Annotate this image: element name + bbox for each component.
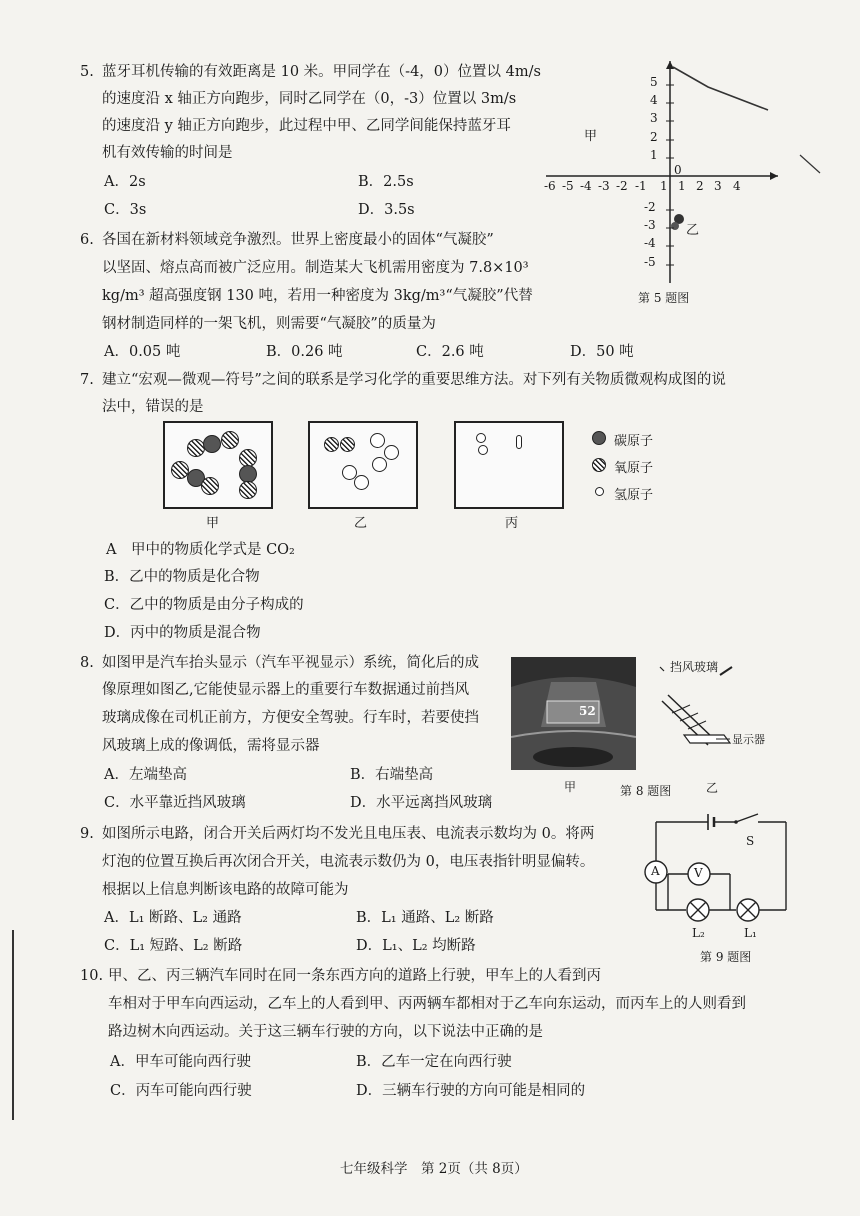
q5-text-line3: 的速度沿 y 轴正方向跑步，此过程中甲、乙同学间能保持蓝牙耳 (102, 118, 511, 134)
q8-fig-caption: 第 8 题图 (620, 784, 672, 798)
hud-speed-readout: 52 (579, 704, 596, 718)
box-jia (163, 421, 273, 509)
q6-number: 6. (80, 232, 94, 248)
q6-text-line4: 钢材制造同样的一架飞机，则需要“气凝胶”的质量为 (102, 316, 436, 332)
q10-number: 10. (80, 968, 104, 984)
q8-option-d[interactable]: D．水平远离挡风玻璃 (350, 795, 493, 811)
q5-figure (540, 55, 830, 305)
q5-text-line2: 的速度沿 x 轴正方向跑步，同时乙同学在（0，-3）位置以 3m/s (102, 91, 517, 107)
box-yi (308, 421, 418, 509)
label-jia: 甲 (584, 129, 598, 144)
q6-option-d[interactable]: D．50 吨 (570, 344, 634, 360)
box-yi-label: 乙 (354, 516, 368, 531)
q10-text-line1: 甲、乙、丙三辆汽车同时在同一条东西方向的道路上行驶，甲车上的人看到丙 (108, 968, 601, 984)
oxygen-legend-icon (592, 458, 606, 472)
q7-option-b[interactable]: B．乙中的物质是化合物 (104, 569, 260, 585)
q7-text-line2: 法中，错误的是 (102, 399, 204, 415)
q6-option-b[interactable]: B．0.26 吨 (266, 344, 343, 360)
label-yi: 乙 (686, 223, 700, 238)
q9-option-b[interactable]: B．L₁ 通路、L₂ 断路 (356, 910, 494, 926)
x-tick-neg5: -5 (562, 179, 574, 193)
page-footer: 七年级科学 第 2页（共 8页） (340, 1161, 528, 1177)
coordinate-axes (540, 55, 830, 285)
q6-text-line1: 各国在新材料领域竞争激烈。世界上密度最小的固体“气凝胶” (102, 232, 494, 248)
q9-option-d[interactable]: D．L₁、L₂ 均断路 (356, 938, 476, 954)
q10-option-c[interactable]: C．丙车可能向西行驶 (110, 1083, 252, 1099)
x-tick-1a: 1 (660, 179, 668, 193)
x-tick-2: 2 (696, 179, 704, 193)
q8-text-line1: 如图甲是汽车抬头显示（汽车平视显示）系统，简化后的成 (102, 655, 479, 671)
oxygen-atom (201, 477, 219, 495)
hydrogen-atom (372, 457, 387, 472)
y-tick-neg5: -5 (644, 255, 656, 269)
hud-photo-image (511, 657, 636, 770)
ammeter-icon: A (651, 864, 660, 878)
y-tick-5: 5 (650, 75, 658, 89)
q9-text-line2: 灯泡的位置互换后再次闭合开关，电流表示数仍为 0，电压表指针明显偏转。 (102, 854, 595, 870)
bulb-l2-label: L₂ (692, 926, 705, 940)
q9-option-c[interactable]: C．L₁ 短路、L₂ 断路 (104, 938, 243, 954)
q7-option-c[interactable]: C．乙中的物质是由分子构成的 (104, 597, 304, 613)
oxygen-atom (340, 437, 355, 452)
switch-label: S (746, 834, 755, 848)
q10-option-b[interactable]: B．乙车一定在向西行驶 (356, 1054, 512, 1070)
q8-number: 8. (80, 655, 94, 671)
x-tick-neg6: -6 (544, 179, 556, 193)
q5-option-b[interactable]: B．2.5s (358, 174, 414, 190)
q8-option-c[interactable]: C．水平靠近挡风玻璃 (104, 795, 246, 811)
q6-option-a[interactable]: A．0.05 吨 (104, 344, 181, 360)
q10-option-a[interactable]: A．甲车可能向西行驶 (110, 1054, 251, 1070)
circuit-wires (636, 812, 796, 968)
q10-text-line3: 路边树木向西运动。关于这三辆车行驶的方向，以下说法中正确的是 (108, 1024, 543, 1040)
y-tick-2: 2 (650, 130, 658, 144)
q8-text-line3: 玻璃成像在司机正前方，方便安全驾驶。行车时，若要使挡 (102, 710, 479, 726)
q7-option-a[interactable]: A 甲中的物质化学式是 CO₂ (106, 542, 295, 558)
q9-text-line1: 如图所示电路，闭合开关后两灯均不发光且电压表、电流表示数均为 0。将两 (102, 826, 595, 842)
carbon-legend-icon (592, 431, 606, 445)
hud-photo (511, 657, 636, 770)
box-jia-label: 甲 (206, 516, 220, 531)
q5-option-a[interactable]: A．2s (104, 174, 146, 190)
y-tick-1: 1 (650, 148, 658, 162)
label-display: 显示器 (732, 733, 765, 746)
binding-margin-line (12, 930, 14, 1120)
x-tick-neg3: -3 (598, 179, 610, 193)
legend-carbon: 碳原子 (614, 434, 654, 449)
legend-hydrogen: 氢原子 (614, 488, 654, 503)
hydrogen-atom (478, 445, 488, 455)
q5-option-c[interactable]: C．3s (104, 202, 147, 218)
label-windshield: 挡风玻璃 (670, 660, 719, 674)
oxygen-atom (221, 431, 239, 449)
q7-number: 7. (80, 372, 94, 388)
q5-text-line4: 机有效传输的时间是 (102, 145, 233, 161)
q8-diagram-label: 乙 (706, 781, 719, 795)
q5-text-line1: 蓝牙耳机传输的有效距离是 10 米。甲同学在（-4，0）位置以 4m/s (102, 64, 541, 80)
q10-text-line2: 车相对于甲车向西运动，乙车上的人看到甲、丙两辆车都相对于乙车向东运动，而丙车上的人则看到 (108, 996, 746, 1012)
legend-oxygen: 氧原子 (614, 461, 654, 476)
q8-text-line4: 风玻璃上成的像调低，需将显示器 (102, 738, 320, 754)
q5-option-d[interactable]: D．3.5s (358, 202, 415, 218)
y-tick-4: 4 (650, 93, 658, 107)
hydrogen-atom (476, 433, 486, 443)
box-bing-label: 丙 (505, 516, 519, 531)
voltmeter-icon: V (694, 866, 703, 880)
y-tick-neg4: -4 (644, 236, 656, 250)
q7-option-d[interactable]: D．丙中的物质是混合物 (104, 625, 261, 641)
oxygen-atom (324, 437, 339, 452)
q9-text-line3: 根据以上信息判断该电路的故障可能为 (102, 882, 349, 898)
bulb-l1-label: L₁ (744, 926, 757, 940)
x-tick-neg4: -4 (580, 179, 592, 193)
hydrogen-atom (384, 445, 399, 460)
q6-option-c[interactable]: C．2.6 吨 (416, 344, 484, 360)
hydrogen-atom (370, 433, 385, 448)
q5-number: 5. (80, 64, 94, 80)
q9-number: 9. (80, 826, 94, 842)
x-tick-neg1: -1 (635, 179, 647, 193)
hydrogen-atom (354, 475, 369, 490)
q10-option-d[interactable]: D．三辆车行驶的方向可能是相同的 (356, 1083, 586, 1099)
q8-option-a[interactable]: A．左端垫高 (104, 767, 187, 783)
x-tick-neg2: -2 (616, 179, 628, 193)
carbon-atom (203, 435, 221, 453)
x-tick-3: 3 (714, 179, 722, 193)
y-tick-3: 3 (650, 111, 658, 125)
q9-option-a[interactable]: A．L₁ 断路、L₂ 通路 (104, 910, 242, 926)
q6-text-line2: 以坚固、熔点高而被广泛应用。制造某大飞机需用密度为 7.8×10³ (102, 260, 529, 276)
origin-label: 0 (674, 163, 682, 177)
y-tick-neg3: -3 (644, 218, 656, 232)
q8-text-line2: 像原理如图乙,它能使显示器上的重要行车数据通过前挡风 (102, 682, 470, 698)
hud-diagram (650, 655, 770, 795)
box-bing (454, 421, 564, 509)
q5-fig-caption: 第 5 题图 (638, 291, 690, 305)
hydrogen-atom (516, 435, 522, 449)
q7-text-line1: 建立“宏观—微观—符号”之间的联系是学习化学的重要思维方法。对下列有关物质微观构成图的说 (102, 372, 726, 388)
oxygen-atom (239, 481, 257, 499)
y-tick-neg2: -2 (644, 200, 656, 214)
hydrogen-legend-icon (595, 487, 604, 496)
q8-photo-label: 甲 (564, 780, 577, 794)
q6-text-line3: kg/m³ 超高强度钢 130 吨，若用一种密度为 3kg/m³“气凝胶”代替 (102, 288, 533, 304)
x-tick-1b: 1 (678, 179, 686, 193)
circuit-diagram (636, 812, 796, 968)
q8-option-b[interactable]: B．右端垫高 (350, 767, 434, 783)
x-tick-4: 4 (733, 179, 741, 193)
q9-fig-caption: 第 9 题图 (700, 950, 752, 964)
